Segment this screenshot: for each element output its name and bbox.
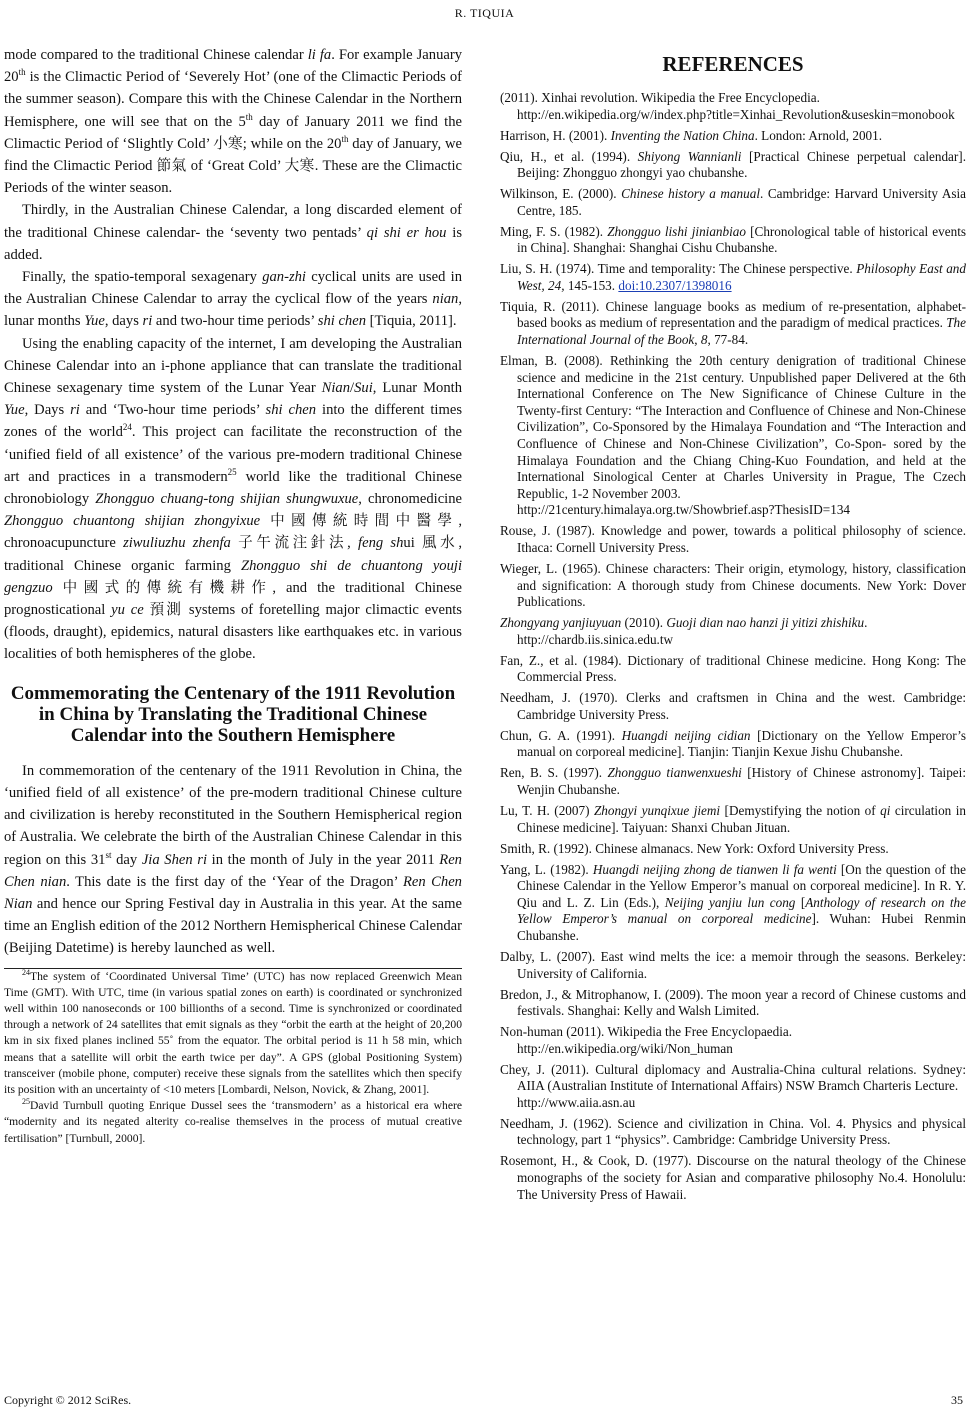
reference-item: Rouse, J. (1987). Knowledge and power, towards a political philosophy of science. Ithaca: Cornell University Press. — [500, 523, 966, 555]
reference-item: Ming, F. S. (1982). Zhongguo lishi jinianbiao [Chronological table of historical events in China]. Shanghai: Shanghai Cishu Chubanshe. — [500, 223, 967, 256]
reference-item: Smith, R. (1992). Chinese almanacs. New York: Oxford University Press. — [500, 840, 889, 856]
running-head: R. TIQUIA — [454, 6, 515, 20]
reference-item: (2011). Xinhai revolution. Wikipedia the Free Encyclopedia. http://en.wikipedia.org/w/index.php?title=Xinhai_Revolution&useskin=monobook — [500, 90, 955, 122]
body-paragraph: In commemoration of the centenary of the 1911 Revolution in China, the ‘unified field of all existence’ of the pre-modern traditional Chinese culture and civilization is hereby reconstituted in the Southern Hemispherical region of Australia. We celebrate the birth of the Australian Chinese Calendar in this region on this 31st day Jia Shen ri in the month of July in the year 2011 Ren Chen nian. This date is the first day of the ‘Year of the Dragon’ Ren Chen Nian and hence our Spring Festival day in Australia in this year. At the same time an English edition of the 2012 Northern Hemispherical Chinese Calendar (Beijing Datetime) is hereby launched as well. — [4, 762, 462, 957]
body-paragraph: Finally, the spatio-temporal sexagenary gan-zhi cyclical units are used in the Australian Chinese Calendar to array the cyclical flow of the years nian, lunar months Yue, days ri and two-hour time periods’ shi chen [Tiquia, 2011]. — [4, 269, 462, 330]
references-column — [500, 44, 966, 1208]
main-text-column — [4, 44, 462, 1147]
reference-item: Ren, B. S. (1997). Zhongguo tianwenxueshi [History of Chinese astronomy]. Taipei: Wenjin Chubanshe. — [500, 765, 966, 798]
body-paragraph: Thirdly, in the Australian Chinese Calendar, a long discarded element of the traditional Chinese calendar- the ‘seventy two pentads’ qi shi er hou is added. — [4, 202, 463, 263]
footnote-25: $^{25}$David Turnbull quoting Enrique Dussel sees the ‘transmodern’ as a historical era where “modernity and its negated alterity co-realise themselves in the process of mutual creative fertilisation” [Turnbull, 2000]. — [4, 1097, 462, 1145]
reference-item: Dalby, L. (2007). East wind melts the ice: a memoir through the seasons. Berkeley: University of California. — [500, 948, 966, 981]
reference-item: Zhongyang yanjiuyuan (2010). Guoji dian nao hanzi ji yitizi zhishiku. http://chardb.iis.sinica.edu.tw — [500, 615, 868, 647]
doi-link[interactable]: doi:10.2307/1398016 — [618, 277, 732, 293]
section-heading: Commemorating the Centenary of the 1911 Revolution in China by Translating the Traditional Chinese Calendar into the Southern Hemisphere — [10, 682, 456, 746]
reference-item: Non-human (2011). Wikipedia the Free Encyclopaedia. http://en.wikipedia.org/wiki/Non_human — [500, 1024, 793, 1056]
reference-item: Fan, Z., et al. (1984). Dictionary of traditional Chinese medicine. Hong Kong: The Commercial Press. — [500, 652, 966, 685]
reference-item: Chey, J. (2011). Cultural diplomacy and Australia-China cultural relations. Sydney: AIIA (Australian Institute of International Affairs) NSW Bramch Charteris Lecture. http://www.aiia.asn.au — [500, 1061, 966, 1110]
body-paragraph: Using the enabling capacity of the internet, I am developing the Australian Chinese Calendar into an i-phone appliance that can translate the traditional Chinese sexagenary time system of the Lunar Year Nian/Sui, Lunar Month Yue, Days ri and ‘Two-hour time periods’ shi chen into the different times zones of the world$^{24}$. This project can facilitate the reconstruction of the ‘unified field of all existence’ of the various pre-modern traditional Chinese art and practices in a transmodern$^{25}$ world like the traditional Chinese chronobiology Zhongguo chuang-tong shijian shungwuxue, chronomedicine Zhongguo chuantong shijian zhongyixue 中國傳統時間中醫學, chronoacupuncture ziwuliuzhu zhenfa 子午流注針法, feng shui 風水, traditional Chinese organic farming Zhongguo shi de chuantong youji gengzuo 中國式的傳統有機耕作, and the traditional Chinese prognosticational yu ce 預測 systems of foretelling major climactic events (floods, draught), epidemics, natural disasters like earthquakes etc. in various localities of both hemispheres of the globe. — [4, 335, 462, 663]
reference-item: Rosemont, H., & Cook, D. (1977). Discourse on the natural theology of the Chinese monographs of the society for Asian and comparative philosophy No.4. Honolulu: The University Press of Hawaii. — [500, 1153, 966, 1202]
reference-item: Qiu, H., et al. (1994). Shiyong Wannianli [Practical Chinese perpetual calendar]. Beijing: Zhongguo zhongyi yao chubanshe. — [500, 148, 966, 181]
footnote-24: $^{24}$The system of ‘Coordinated Universal Time’ (UTC) has now replaced Greenwich Mean Time (GMT). With UTC, time (in various spatial zones on earth) is coordinated or synchronized well within 100 nanoseconds or 100 billionths of a second. Time is synchronized or coordinated through a network of 24 satellites that emit signals as they “orbit the earth at the height of 20,200 km in six fixed planes inclined 55˚ from the equator. The orbital period is 11 h 58 min, which means that a satellite will orbit the earth twice per day”. A GPS (global Positioning System) transceiver (mobile phone, computer) receive these signals from the satellites which then specify its position with an uncertainty of <10 meters [Lombardi, Nelson, Novick, & Zhang, 2001]. — [4, 967, 462, 1096]
reference-item: Elman, B. (2008). Rethinking the 20th century denigration of traditional Chinese science and medicine in the 21st century. Unpublished paper Delivered at the 6th International Conference on The New Significance of Chinese Culture in the Twenty-first Century: “The Interaction and Confluence of Chinese and Non-Chinese Civilization”, Co-Sponsored by the Himalaya Foundation and “The Interaction and Confluence of Chinese and Non-Chinese Civilization”, Co-Spon- sored by the Himalaya Foundation and the Chiang Ching-Kuo Foundation, and held at the International Sinological Center at Charles University in Prague, The Czech Republic, 1-2 November 2003. http://21century.himalaya.org.tw/Showbrief.asp?ThesisID=134 — [500, 353, 966, 518]
copyright-footer: Copyright © 2012 SciRes. — [4, 1393, 132, 1407]
reference-item: Needham, J. (1962). Science and civilization in China. Vol. 4. Physics and physical technology, part 1 “physics”. Cambridge: Cambridge University Press. — [500, 1115, 966, 1148]
reference-item: Yang, L. (1982). Huangdi neijing zhong de tianwen li fa wenti [On the question of the Chinese Calendar in the Yellow Emperor’s manual on corporeal medicine]. In R. Y. Qiu and L. Z. Lin (Eds.), Neijing yanjiu lun cong [Anthology of research on the Yellow Emperor’s manual on corporeal medicine]. Wuhan: Hubei Renmin Chubanshe. — [500, 861, 966, 943]
reference-item: Lu, T. H. (2007) Zhongyi yunqixue jiemi [Demystifying the notion of qi circulation in Chinese medicine]. Taiyuan: Shanxi Chuban Jituan. — [500, 803, 966, 835]
references-title: REFERENCES — [662, 52, 804, 76]
reference-item: Wilkinson, E. (2000). Chinese history a manual. Cambridge: Harvard University Asia Centre, 185. — [500, 186, 966, 218]
reference-item: Chun, G. A. (1991). Huangdi neijing cidian [Dictionary on the Yellow Emperor’s manual on corporeal medicine]. Tianjin: Tianjin Kexue Jishu Chubanshe. — [500, 727, 966, 760]
reference-item: Tiquia, R. (2011). Chinese language books as medium of re-presentation, alphabet-based books as medium of representation and the paradigm of medical practices. The International Journal of the Book, 8, 77-84. — [500, 298, 966, 348]
reference-item: Harrison, H. (2001). Inventing the Nation China. London: Arnold, 2001. — [500, 127, 883, 143]
body-paragraph: mode compared to the traditional Chinese calendar li fa. For example January 20th is the Climactic Period of ‘Severely Hot’ (one of the Climactic Periods of the summer season). Compare this with the Chinese Calendar in the Northern Hemisphere, one will see that on the 5th day of January 2011 we find the Climactic Period of ‘Slightly Cold’ 小寒; while on the 20th day of January, we find the Climactic Period 節氣 of ‘Great Cold’ 大寒. These are the Climactic Periods of the winter season. — [4, 47, 463, 197]
reference-item: Liu, S. H. (1974). Time and temporality: The Chinese perspective. Philosophy East and West, 24, 145-153. doi:10.2307/1398016 — [500, 261, 966, 293]
reference-item: Wieger, L. (1965). Chinese characters: Their origin, etymology, history, classification and signification: A thorough study from Chinese documents. New York: Dover Publications. — [500, 560, 966, 610]
reference-item: Bredon, J., & Mitrophanow, I. (2009). The moon year a record of Chinese customs and festivals. Shanghai: Kelly and Walsh Limited. — [500, 986, 966, 1019]
page-number: 35 — [951, 1393, 963, 1407]
reference-item: Needham, J. (1970). Clerks and craftsmen in China and the west. Cambridge: Cambridge University Press. — [500, 690, 966, 722]
